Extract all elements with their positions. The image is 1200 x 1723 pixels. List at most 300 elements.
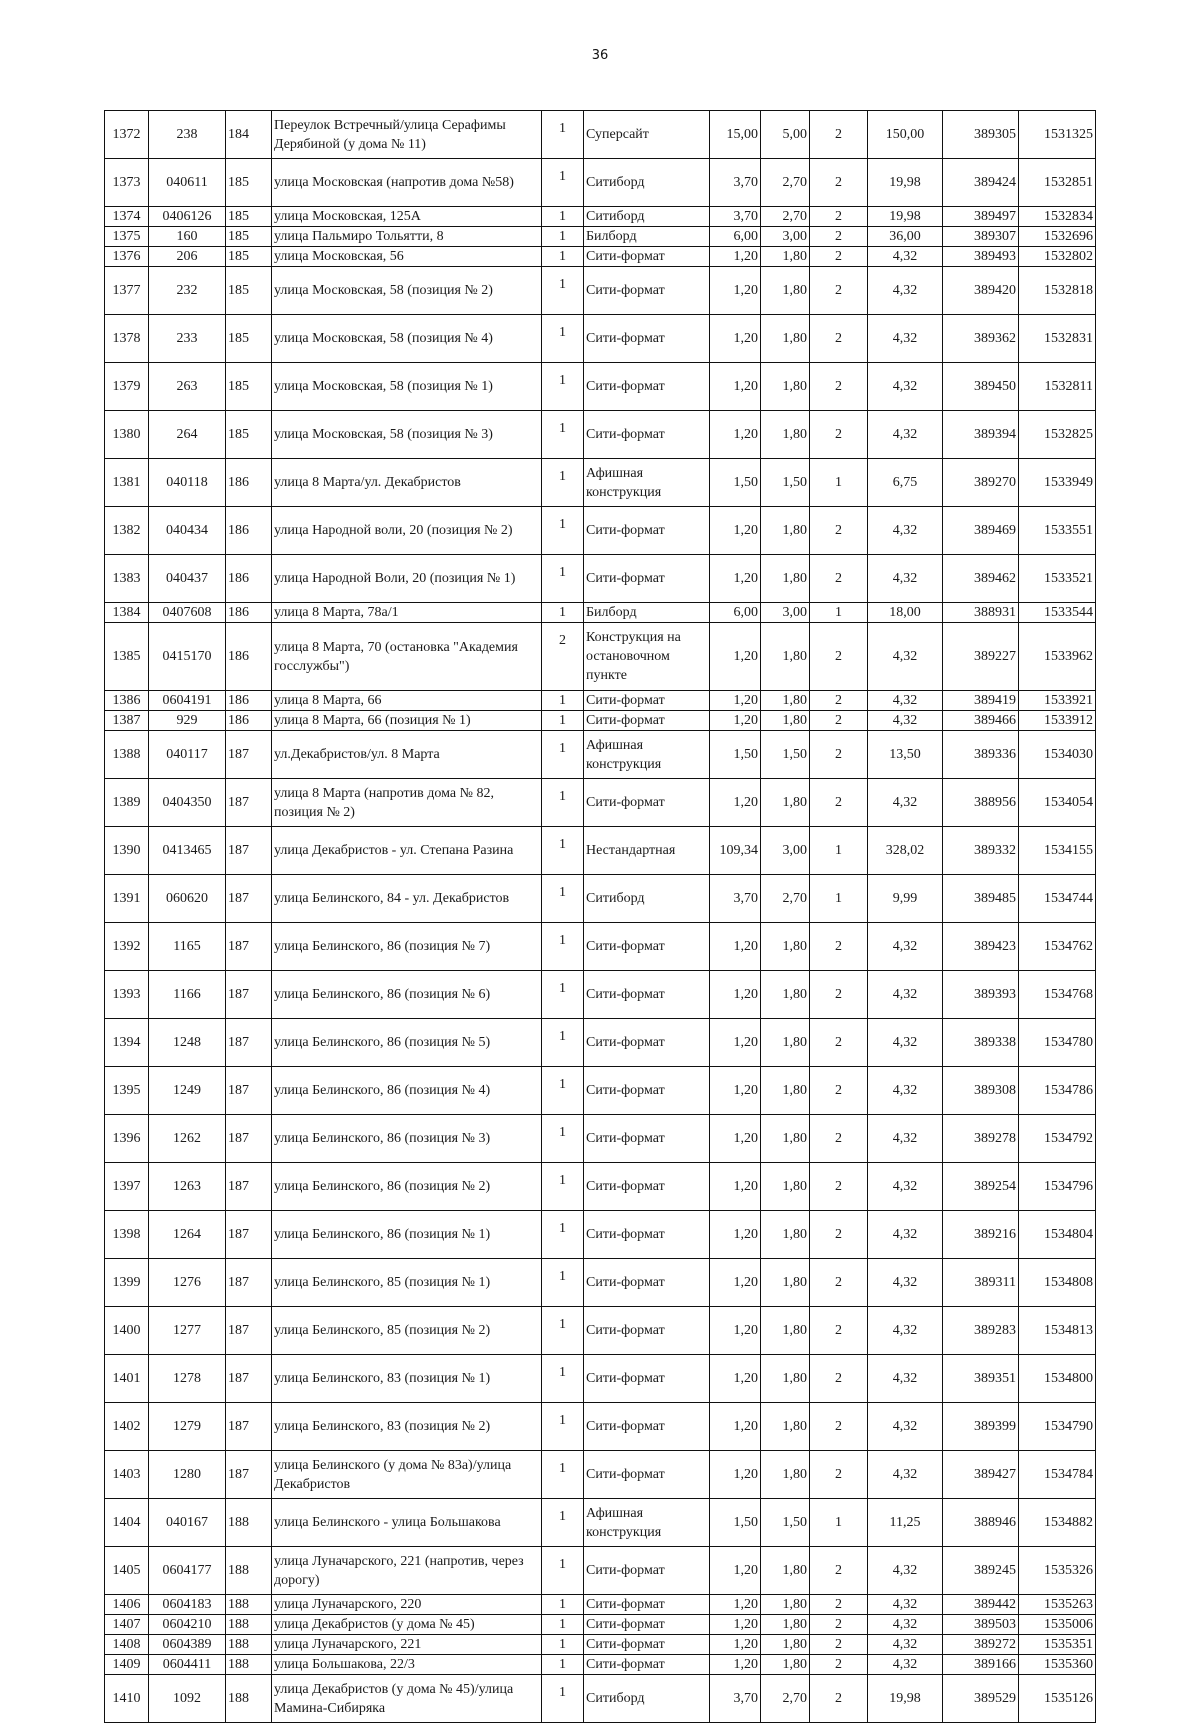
- faces-cell: 2: [810, 1259, 868, 1307]
- zone-cell: 187: [226, 1163, 272, 1211]
- quantity-cell: 1: [542, 875, 584, 923]
- coord-x-cell: 389227: [943, 623, 1019, 691]
- table-row: [105, 411, 1096, 459]
- faces-cell: 2: [810, 1403, 868, 1451]
- coord-y-cell: 1534790: [1019, 1403, 1096, 1451]
- address-cell: улица Белинского, 86 (позиция № 1): [272, 1211, 542, 1259]
- table-row: [105, 1451, 1096, 1499]
- area-cell: 4,32: [868, 1403, 943, 1451]
- row-number-cell: 1406: [105, 1595, 149, 1615]
- coord-y-cell: 1534054: [1019, 779, 1096, 827]
- table-row: [105, 459, 1096, 507]
- coord-y-cell: 1533551: [1019, 507, 1096, 555]
- quantity-cell: 1: [542, 827, 584, 875]
- quantity-cell: 1: [542, 411, 584, 459]
- width-cell: 1,50: [710, 731, 761, 779]
- table-row: [105, 1115, 1096, 1163]
- height-cell: 1,80: [761, 1355, 810, 1403]
- construction-type-cell: Сити-формат: [584, 1019, 710, 1067]
- area-cell: 4,32: [868, 363, 943, 411]
- height-cell: 1,80: [761, 1655, 810, 1675]
- address-cell: улица Белинского, 86 (позиция № 4): [272, 1067, 542, 1115]
- row-number-cell: 1402: [105, 1403, 149, 1451]
- zone-cell: 185: [226, 315, 272, 363]
- address-cell: улица Московская, 125А: [272, 207, 542, 227]
- address-cell: улица Луначарского, 220: [272, 1595, 542, 1615]
- construction-type-cell: Сити-формат: [584, 247, 710, 267]
- table-row: [105, 923, 1096, 971]
- area-cell: 328,02: [868, 827, 943, 875]
- width-cell: 1,20: [710, 779, 761, 827]
- faces-cell: 2: [810, 1355, 868, 1403]
- coord-x-cell: 388931: [943, 603, 1019, 623]
- coord-x-cell: 389270: [943, 459, 1019, 507]
- construction-code-cell: 0604191: [149, 691, 226, 711]
- row-number-cell: 1388: [105, 731, 149, 779]
- construction-code-cell: 263: [149, 363, 226, 411]
- area-cell: 19,98: [868, 159, 943, 207]
- width-cell: 1,20: [710, 411, 761, 459]
- faces-cell: 2: [810, 1655, 868, 1675]
- address-cell: улица Московская, 56: [272, 247, 542, 267]
- coord-x-cell: 389311: [943, 1259, 1019, 1307]
- construction-type-cell: Сити-формат: [584, 1655, 710, 1675]
- construction-type-cell: Афишная конструкция: [584, 459, 710, 507]
- area-cell: 4,32: [868, 247, 943, 267]
- area-cell: 4,32: [868, 1355, 943, 1403]
- table-row: [105, 827, 1096, 875]
- construction-type-cell: Сити-формат: [584, 1211, 710, 1259]
- construction-code-cell: 1263: [149, 1163, 226, 1211]
- zone-cell: 187: [226, 1307, 272, 1355]
- address-cell: улица Московская, 58 (позиция № 4): [272, 315, 542, 363]
- height-cell: 1,80: [761, 1259, 810, 1307]
- construction-type-cell: Афишная конструкция: [584, 1499, 710, 1547]
- faces-cell: 2: [810, 1595, 868, 1615]
- construction-code-cell: 1276: [149, 1259, 226, 1307]
- construction-code-cell: 1092: [149, 1675, 226, 1723]
- construction-type-cell: Сити-формат: [584, 267, 710, 315]
- construction-code-cell: 0604183: [149, 1595, 226, 1615]
- row-number-cell: 1386: [105, 691, 149, 711]
- coord-x-cell: 389399: [943, 1403, 1019, 1451]
- table-row: [105, 875, 1096, 923]
- quantity-cell: 1: [542, 1307, 584, 1355]
- construction-code-cell: 0404350: [149, 779, 226, 827]
- row-number-cell: 1410: [105, 1675, 149, 1723]
- coord-y-cell: 1534808: [1019, 1259, 1096, 1307]
- address-cell: улица Декабристов - ул. Степана Разина: [272, 827, 542, 875]
- construction-type-cell: Ситиборд: [584, 159, 710, 207]
- construction-type-cell: Сити-формат: [584, 923, 710, 971]
- row-number-cell: 1398: [105, 1211, 149, 1259]
- height-cell: 5,00: [761, 111, 810, 159]
- table-row: [105, 1499, 1096, 1547]
- width-cell: 1,20: [710, 923, 761, 971]
- coord-x-cell: 389493: [943, 247, 1019, 267]
- address-cell: улица Луначарского, 221: [272, 1635, 542, 1655]
- faces-cell: 2: [810, 1115, 868, 1163]
- table-row: [105, 159, 1096, 207]
- height-cell: 1,80: [761, 1635, 810, 1655]
- width-cell: 6,00: [710, 227, 761, 247]
- row-number-cell: 1393: [105, 971, 149, 1019]
- registry-table: [104, 110, 1096, 1723]
- height-cell: 1,80: [761, 779, 810, 827]
- construction-type-cell: Сити-формат: [584, 1067, 710, 1115]
- construction-code-cell: 0604411: [149, 1655, 226, 1675]
- address-cell: улица Московская, 58 (позиция № 2): [272, 267, 542, 315]
- address-cell: улица Белинского, 86 (позиция № 2): [272, 1163, 542, 1211]
- coord-y-cell: 1532825: [1019, 411, 1096, 459]
- height-cell: 1,80: [761, 1595, 810, 1615]
- coord-x-cell: 389462: [943, 555, 1019, 603]
- coord-y-cell: 1534786: [1019, 1067, 1096, 1115]
- table-row: [105, 1259, 1096, 1307]
- quantity-cell: 1: [542, 1547, 584, 1595]
- width-cell: 109,34: [710, 827, 761, 875]
- faces-cell: 2: [810, 363, 868, 411]
- width-cell: 1,20: [710, 711, 761, 731]
- page-number: 36: [591, 48, 609, 63]
- coord-x-cell: 389419: [943, 691, 1019, 711]
- construction-type-cell: Афишная конструкция: [584, 731, 710, 779]
- row-number-cell: 1380: [105, 411, 149, 459]
- coord-y-cell: 1534882: [1019, 1499, 1096, 1547]
- construction-code-cell: 040118: [149, 459, 226, 507]
- table-row: [105, 731, 1096, 779]
- area-cell: 11,25: [868, 1499, 943, 1547]
- table-row: [105, 1635, 1096, 1655]
- coord-x-cell: 389497: [943, 207, 1019, 227]
- zone-cell: 187: [226, 971, 272, 1019]
- area-cell: 150,00: [868, 111, 943, 159]
- zone-cell: 187: [226, 1019, 272, 1067]
- zone-cell: 188: [226, 1547, 272, 1595]
- construction-code-cell: 0413465: [149, 827, 226, 875]
- coord-y-cell: 1531325: [1019, 111, 1096, 159]
- height-cell: 1,80: [761, 1067, 810, 1115]
- height-cell: 1,50: [761, 459, 810, 507]
- height-cell: 1,80: [761, 247, 810, 267]
- quantity-cell: 2: [542, 623, 584, 691]
- faces-cell: 2: [810, 159, 868, 207]
- row-number-cell: 1381: [105, 459, 149, 507]
- area-cell: 4,32: [868, 971, 943, 1019]
- construction-code-cell: 1279: [149, 1403, 226, 1451]
- area-cell: 4,32: [868, 1547, 943, 1595]
- coord-y-cell: 1533962: [1019, 623, 1096, 691]
- construction-type-cell: Сити-формат: [584, 1355, 710, 1403]
- quantity-cell: 1: [542, 731, 584, 779]
- coord-x-cell: 389427: [943, 1451, 1019, 1499]
- row-number-cell: 1374: [105, 207, 149, 227]
- row-number-cell: 1385: [105, 623, 149, 691]
- row-number-cell: 1405: [105, 1547, 149, 1595]
- coord-x-cell: 389466: [943, 711, 1019, 731]
- quantity-cell: 1: [542, 555, 584, 603]
- row-number-cell: 1408: [105, 1635, 149, 1655]
- height-cell: 1,80: [761, 1307, 810, 1355]
- width-cell: 1,20: [710, 1211, 761, 1259]
- coord-x-cell: 389245: [943, 1547, 1019, 1595]
- quantity-cell: 1: [542, 459, 584, 507]
- construction-type-cell: Сити-формат: [584, 1307, 710, 1355]
- zone-cell: 185: [226, 159, 272, 207]
- construction-code-cell: 040117: [149, 731, 226, 779]
- height-cell: 3,00: [761, 227, 810, 247]
- height-cell: 1,80: [761, 1615, 810, 1635]
- construction-code-cell: 0604210: [149, 1615, 226, 1635]
- faces-cell: 1: [810, 827, 868, 875]
- table-row: [105, 1019, 1096, 1067]
- construction-code-cell: 1249: [149, 1067, 226, 1115]
- zone-cell: 188: [226, 1675, 272, 1723]
- faces-cell: 2: [810, 1067, 868, 1115]
- address-cell: улица Белинского, 86 (позиция № 3): [272, 1115, 542, 1163]
- coord-y-cell: 1532811: [1019, 363, 1096, 411]
- address-cell: ул.Декабристов/ул. 8 Марта: [272, 731, 542, 779]
- quantity-cell: 1: [542, 1655, 584, 1675]
- address-cell: улица Белинского (у дома № 83а)/улица Декабристов: [272, 1451, 542, 1499]
- construction-code-cell: 233: [149, 315, 226, 363]
- table-row: [105, 1655, 1096, 1675]
- width-cell: 1,20: [710, 1547, 761, 1595]
- address-cell: улица Белинского, 85 (позиция № 1): [272, 1259, 542, 1307]
- height-cell: 1,80: [761, 1211, 810, 1259]
- construction-type-cell: Сити-формат: [584, 363, 710, 411]
- height-cell: 1,80: [761, 711, 810, 731]
- construction-code-cell: 160: [149, 227, 226, 247]
- quantity-cell: 1: [542, 267, 584, 315]
- coord-x-cell: 389278: [943, 1115, 1019, 1163]
- zone-cell: 188: [226, 1595, 272, 1615]
- coord-y-cell: 1532834: [1019, 207, 1096, 227]
- quantity-cell: 1: [542, 1403, 584, 1451]
- table-row: [105, 623, 1096, 691]
- address-cell: улица 8 Марта, 78а/1: [272, 603, 542, 623]
- area-cell: 4,32: [868, 711, 943, 731]
- table-row: [105, 111, 1096, 159]
- faces-cell: 1: [810, 1499, 868, 1547]
- coord-y-cell: 1533521: [1019, 555, 1096, 603]
- height-cell: 1,80: [761, 971, 810, 1019]
- construction-code-cell: 1248: [149, 1019, 226, 1067]
- address-cell: улица 8 Марта, 70 (остановка "Академия госслужбы"): [272, 623, 542, 691]
- area-cell: 36,00: [868, 227, 943, 247]
- row-number-cell: 1394: [105, 1019, 149, 1067]
- coord-y-cell: 1534155: [1019, 827, 1096, 875]
- construction-code-cell: 1165: [149, 923, 226, 971]
- area-cell: 4,32: [868, 555, 943, 603]
- faces-cell: 2: [810, 267, 868, 315]
- table-row: [105, 971, 1096, 1019]
- height-cell: 1,80: [761, 623, 810, 691]
- area-cell: 4,32: [868, 1307, 943, 1355]
- coord-x-cell: 389424: [943, 159, 1019, 207]
- zone-cell: 187: [226, 1211, 272, 1259]
- area-cell: 13,50: [868, 731, 943, 779]
- coord-x-cell: 388946: [943, 1499, 1019, 1547]
- width-cell: 6,00: [710, 603, 761, 623]
- address-cell: улица Белинского, 83 (позиция № 1): [272, 1355, 542, 1403]
- coord-y-cell: 1534796: [1019, 1163, 1096, 1211]
- coord-x-cell: 389485: [943, 875, 1019, 923]
- address-cell: улица Белинского, 86 (позиция № 6): [272, 971, 542, 1019]
- address-cell: улица Народной воли, 20 (позиция № 2): [272, 507, 542, 555]
- faces-cell: 2: [810, 207, 868, 227]
- faces-cell: 2: [810, 923, 868, 971]
- faces-cell: 2: [810, 731, 868, 779]
- table-row: [105, 779, 1096, 827]
- faces-cell: 1: [810, 459, 868, 507]
- coord-y-cell: 1532818: [1019, 267, 1096, 315]
- coord-x-cell: 389254: [943, 1163, 1019, 1211]
- zone-cell: 187: [226, 923, 272, 971]
- construction-type-cell: Билборд: [584, 227, 710, 247]
- table-row: [105, 1403, 1096, 1451]
- table-row: [105, 507, 1096, 555]
- construction-code-cell: 040167: [149, 1499, 226, 1547]
- height-cell: 2,70: [761, 1675, 810, 1723]
- construction-code-cell: 238: [149, 111, 226, 159]
- construction-type-cell: Ситиборд: [584, 875, 710, 923]
- coord-y-cell: 1532831: [1019, 315, 1096, 363]
- construction-code-cell: 1264: [149, 1211, 226, 1259]
- coord-x-cell: 389394: [943, 411, 1019, 459]
- faces-cell: 2: [810, 1635, 868, 1655]
- construction-code-cell: 060620: [149, 875, 226, 923]
- coord-y-cell: 1534813: [1019, 1307, 1096, 1355]
- height-cell: 1,80: [761, 267, 810, 315]
- zone-cell: 185: [226, 411, 272, 459]
- width-cell: 1,20: [710, 1163, 761, 1211]
- coord-y-cell: 1535006: [1019, 1615, 1096, 1635]
- construction-type-cell: Сити-формат: [584, 1163, 710, 1211]
- quantity-cell: 1: [542, 1675, 584, 1723]
- quantity-cell: 1: [542, 1595, 584, 1615]
- area-cell: 4,32: [868, 923, 943, 971]
- coord-x-cell: 389420: [943, 267, 1019, 315]
- construction-code-cell: 232: [149, 267, 226, 315]
- area-cell: 4,32: [868, 1595, 943, 1615]
- faces-cell: 2: [810, 1615, 868, 1635]
- area-cell: 9,99: [868, 875, 943, 923]
- quantity-cell: 1: [542, 111, 584, 159]
- height-cell: 3,00: [761, 603, 810, 623]
- construction-type-cell: Сити-формат: [584, 1635, 710, 1655]
- table-row: [105, 1595, 1096, 1615]
- row-number-cell: 1384: [105, 603, 149, 623]
- coord-y-cell: 1534784: [1019, 1451, 1096, 1499]
- area-cell: 4,32: [868, 1019, 943, 1067]
- table-row: [105, 1675, 1096, 1723]
- zone-cell: 186: [226, 507, 272, 555]
- address-cell: Переулок Встречный/улица Серафимы Дерябиной (у дома № 11): [272, 111, 542, 159]
- row-number-cell: 1409: [105, 1655, 149, 1675]
- row-number-cell: 1375: [105, 227, 149, 247]
- quantity-cell: 1: [542, 1451, 584, 1499]
- height-cell: 1,80: [761, 691, 810, 711]
- height-cell: 1,80: [761, 555, 810, 603]
- construction-type-cell: Сити-формат: [584, 1615, 710, 1635]
- quantity-cell: 1: [542, 1615, 584, 1635]
- width-cell: 1,20: [710, 247, 761, 267]
- construction-type-cell: Сити-формат: [584, 507, 710, 555]
- zone-cell: 186: [226, 711, 272, 731]
- table-row: [105, 1547, 1096, 1595]
- row-number-cell: 1372: [105, 111, 149, 159]
- row-number-cell: 1377: [105, 267, 149, 315]
- row-number-cell: 1392: [105, 923, 149, 971]
- row-number-cell: 1390: [105, 827, 149, 875]
- zone-cell: 187: [226, 875, 272, 923]
- coord-x-cell: 389442: [943, 1595, 1019, 1615]
- quantity-cell: 1: [542, 603, 584, 623]
- faces-cell: 1: [810, 603, 868, 623]
- zone-cell: 185: [226, 267, 272, 315]
- address-cell: улица Белинского, 83 (позиция № 2): [272, 1403, 542, 1451]
- row-number-cell: 1407: [105, 1615, 149, 1635]
- construction-code-cell: 1262: [149, 1115, 226, 1163]
- width-cell: 1,20: [710, 1403, 761, 1451]
- width-cell: 1,20: [710, 1355, 761, 1403]
- address-cell: улица 8 Марта, 66: [272, 691, 542, 711]
- quantity-cell: 1: [542, 1635, 584, 1655]
- coord-x-cell: 389166: [943, 1655, 1019, 1675]
- width-cell: 1,20: [710, 363, 761, 411]
- construction-type-cell: Билборд: [584, 603, 710, 623]
- area-cell: 6,75: [868, 459, 943, 507]
- faces-cell: 2: [810, 555, 868, 603]
- row-number-cell: 1383: [105, 555, 149, 603]
- zone-cell: 185: [226, 207, 272, 227]
- faces-cell: 2: [810, 315, 868, 363]
- height-cell: 1,50: [761, 1499, 810, 1547]
- table-row: [105, 1211, 1096, 1259]
- zone-cell: 187: [226, 1451, 272, 1499]
- coord-x-cell: 389272: [943, 1635, 1019, 1655]
- table-row: [105, 1067, 1096, 1115]
- construction-code-cell: 1277: [149, 1307, 226, 1355]
- construction-type-cell: Ситиборд: [584, 1675, 710, 1723]
- row-number-cell: 1373: [105, 159, 149, 207]
- quantity-cell: 1: [542, 1355, 584, 1403]
- height-cell: 1,80: [761, 1451, 810, 1499]
- coord-y-cell: 1533949: [1019, 459, 1096, 507]
- construction-type-cell: Сити-формат: [584, 971, 710, 1019]
- construction-code-cell: 0406126: [149, 207, 226, 227]
- coord-y-cell: 1535351: [1019, 1635, 1096, 1655]
- construction-code-cell: 929: [149, 711, 226, 731]
- table-row: [105, 207, 1096, 227]
- zone-cell: 188: [226, 1635, 272, 1655]
- coord-y-cell: 1534762: [1019, 923, 1096, 971]
- width-cell: 1,20: [710, 623, 761, 691]
- row-number-cell: 1399: [105, 1259, 149, 1307]
- construction-type-cell: Сити-формат: [584, 1259, 710, 1307]
- quantity-cell: 1: [542, 1211, 584, 1259]
- height-cell: 2,70: [761, 207, 810, 227]
- width-cell: 3,70: [710, 1675, 761, 1723]
- address-cell: улица Белинского, 84 - ул. Декабристов: [272, 875, 542, 923]
- quantity-cell: 1: [542, 1115, 584, 1163]
- area-cell: 4,32: [868, 1655, 943, 1675]
- faces-cell: 2: [810, 1307, 868, 1355]
- coord-y-cell: 1534792: [1019, 1115, 1096, 1163]
- zone-cell: 187: [226, 1259, 272, 1307]
- height-cell: 1,80: [761, 507, 810, 555]
